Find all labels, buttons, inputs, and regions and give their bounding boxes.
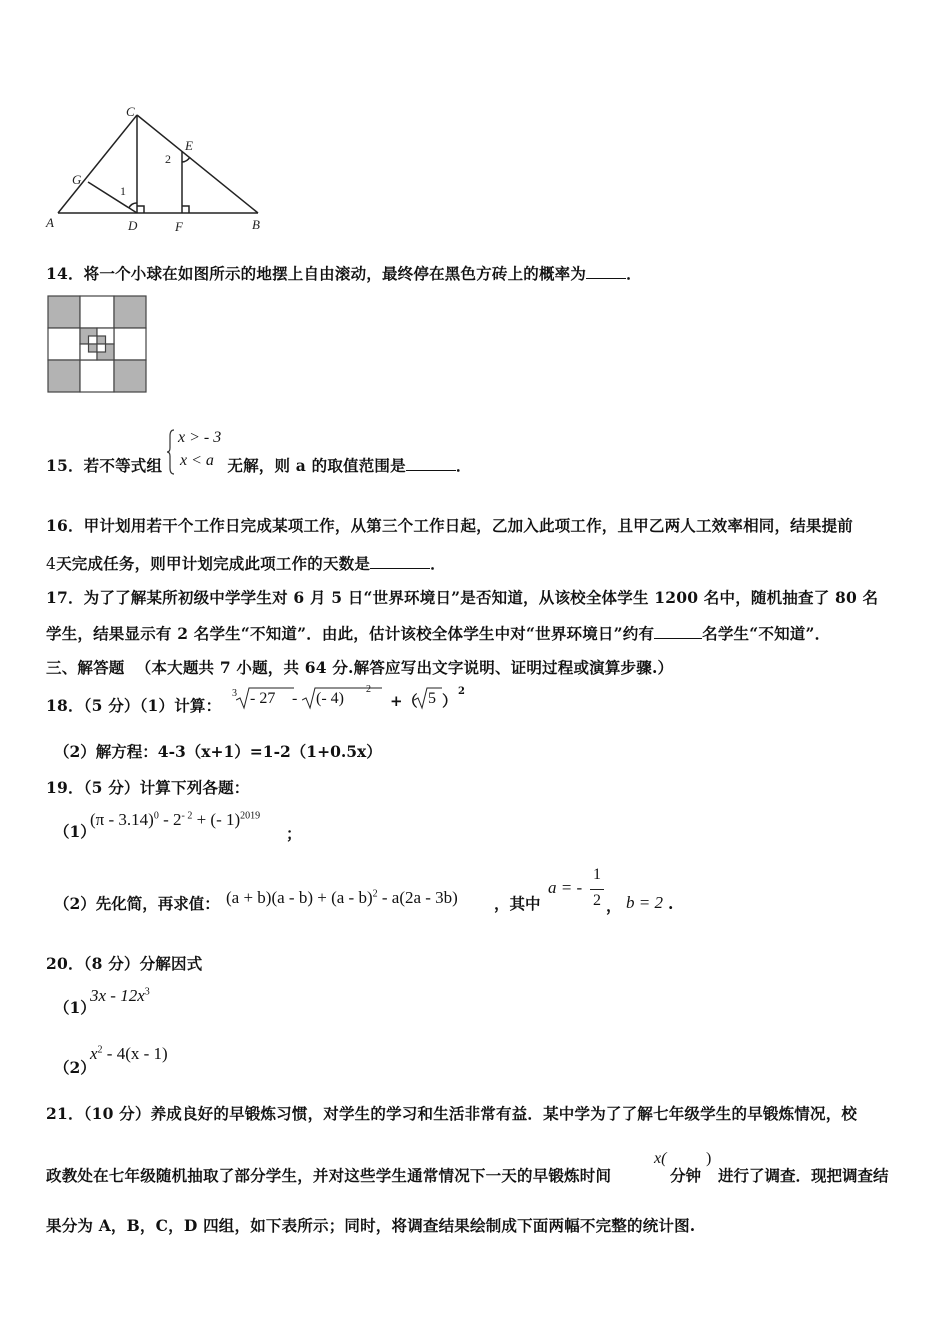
question-19-part-2-mid: ，其中 — [494, 894, 541, 913]
question-20-part-2-label: （2） — [54, 1058, 96, 1077]
angle-2-arc — [182, 157, 190, 162]
floor-tile-figure — [46, 294, 148, 394]
question-21-line-2a: 政教处在七年级随机抽取了部分学生，并对这些学生通常情况下一天的早锻炼时间 — [46, 1166, 612, 1185]
right-angle-d — [137, 206, 144, 213]
question-18-head: 18．（5 分）（1）计算： — [46, 696, 222, 715]
answer-blank-14 — [586, 277, 626, 279]
right-angle-f — [182, 206, 189, 213]
segment-gd — [88, 182, 137, 213]
question-19-part-1-label: （1） — [54, 822, 96, 841]
fraction-denominator: 2 — [593, 892, 601, 909]
fraction-bar — [590, 889, 604, 890]
question-21-line-3: 果分为 A，B，C，D 四组，如下表所示；同时，将调查结果绘制成下面两幅不完整的统计图. — [46, 1216, 696, 1235]
answer-blank-15 — [406, 469, 456, 471]
question-21-line-2b: 进行了调查．现把调查结 — [718, 1166, 889, 1185]
label-b: B — [252, 217, 260, 232]
question-20-head: 20．（8 分）分解因式 — [46, 954, 203, 973]
triangle-figure — [40, 100, 280, 240]
label-angle-1: 1 — [120, 184, 126, 198]
label-g: G — [72, 172, 82, 187]
label-e: E — [185, 138, 193, 153]
value-b: b = 2 — [626, 893, 663, 912]
label-f: F — [175, 219, 183, 234]
answer-blank-17 — [654, 637, 702, 639]
separator-comma: ， — [606, 896, 622, 915]
label-c: C — [126, 104, 135, 119]
variable-x: x( — [654, 1150, 667, 1167]
question-19-part-1-expression: $(\pi - 3.14)^0 - 2^{- 2}$ + (- 1)$^{2019}$ — [90, 810, 261, 829]
tile-dark-tiny — [97, 336, 106, 344]
section-heading: 三、解答题 （本大题共 7 小题，共 64 分.解答应写出文字说明、证明过程或演算步骤.） — [46, 658, 674, 677]
tile-light — [80, 360, 114, 392]
question-17-line-2: 学生，结果显示有 2 名学生“不知道”．由此，估计该校全体学生中对“世界环境日”约有 名学生“不知道”． — [46, 624, 831, 643]
value-a: a = - — [548, 878, 583, 897]
tile-dark — [114, 360, 146, 392]
question-15-post: 无解，则 a 的取值范围是 — [227, 456, 406, 475]
question-14: 14．将一个小球在如图所示的地摆上自由滚动，最终停在黑色方砖上的概率为 ． — [46, 264, 642, 283]
unit-minutes: 分钟 — [670, 1166, 702, 1185]
answer-blank-16 — [370, 567, 430, 569]
question-19-head: 19．（5 分）计算下列各题： — [46, 778, 250, 797]
fraction-numerator: 1 — [593, 866, 601, 883]
question-19-part-2-expression: (a + b)(a - b) + (a - b)$^2$ - a(2a - 3b) — [226, 888, 458, 907]
question-21-line-1: 21．（10 分）养成良好的早锻炼习惯，对学生的学习和生活非常有益．某中学为了了解七年级学生的早锻炼情况，校 — [46, 1104, 858, 1123]
question-19-part-2-label: （2）先化简，再求值： — [54, 894, 220, 913]
question-18-part-2: （2）解方程：4-3（x+1）=1-2（1+0.5x） — [54, 742, 382, 761]
label-angle-2: 2 — [165, 152, 171, 166]
tile-light — [80, 296, 114, 328]
question-15-pre: 15．若不等式组 — [46, 456, 163, 475]
question-19-part-1-end: ； — [286, 824, 302, 843]
question-19-end: . — [668, 894, 674, 913]
tile-light — [114, 328, 146, 360]
question-17-line-1: 17．为了了解某所初级中学学生对 6 月 5 日“世界环境日”是否知道，从该校全体学生 1200 名中，随机抽查了 80 名 — [46, 588, 879, 607]
inequality-1: x > - 3 — [178, 429, 222, 446]
tile-dark — [48, 296, 80, 328]
tile-light — [48, 328, 80, 360]
system-brace — [166, 428, 174, 476]
question-20-part-1-expression: $3x - 12x^3$ — [90, 986, 150, 1005]
segment-cb — [137, 115, 258, 213]
segment-ac — [58, 115, 137, 213]
question-20-part-1-label: （1） — [54, 998, 96, 1017]
angle-1-arc — [129, 203, 137, 208]
tile-dark — [114, 296, 146, 328]
question-16-line-2: 4天完成任务，则甲计划完成此项工作的天数是 ． — [46, 554, 446, 573]
label-a: A — [46, 215, 54, 230]
question-15: 15．若不等式组 无解，则 a 的取值范围是 ． — [46, 456, 472, 475]
variable-close-paren: ) — [706, 1150, 712, 1167]
tile-dark — [48, 360, 80, 392]
label-d: D — [128, 218, 138, 233]
question-14-text: 14．将一个小球在如图所示的地摆上自由滚动，最终停在黑色方砖上的概率为 — [46, 264, 587, 283]
tile-dark-tiny — [89, 344, 98, 352]
tile-light-tiny — [97, 344, 106, 352]
question-20-part-2-expression: $x^2 - 4(x - 1)$ — [90, 1044, 168, 1063]
question-16-line-1: 16．甲计划用若干个工作日完成某项工作，从第三个工作日起，乙加入此项工作，且甲乙两人工效率相同，结果提前 — [46, 516, 853, 535]
inequality-2: x < a — [180, 452, 214, 469]
tile-light-tiny — [89, 336, 98, 344]
